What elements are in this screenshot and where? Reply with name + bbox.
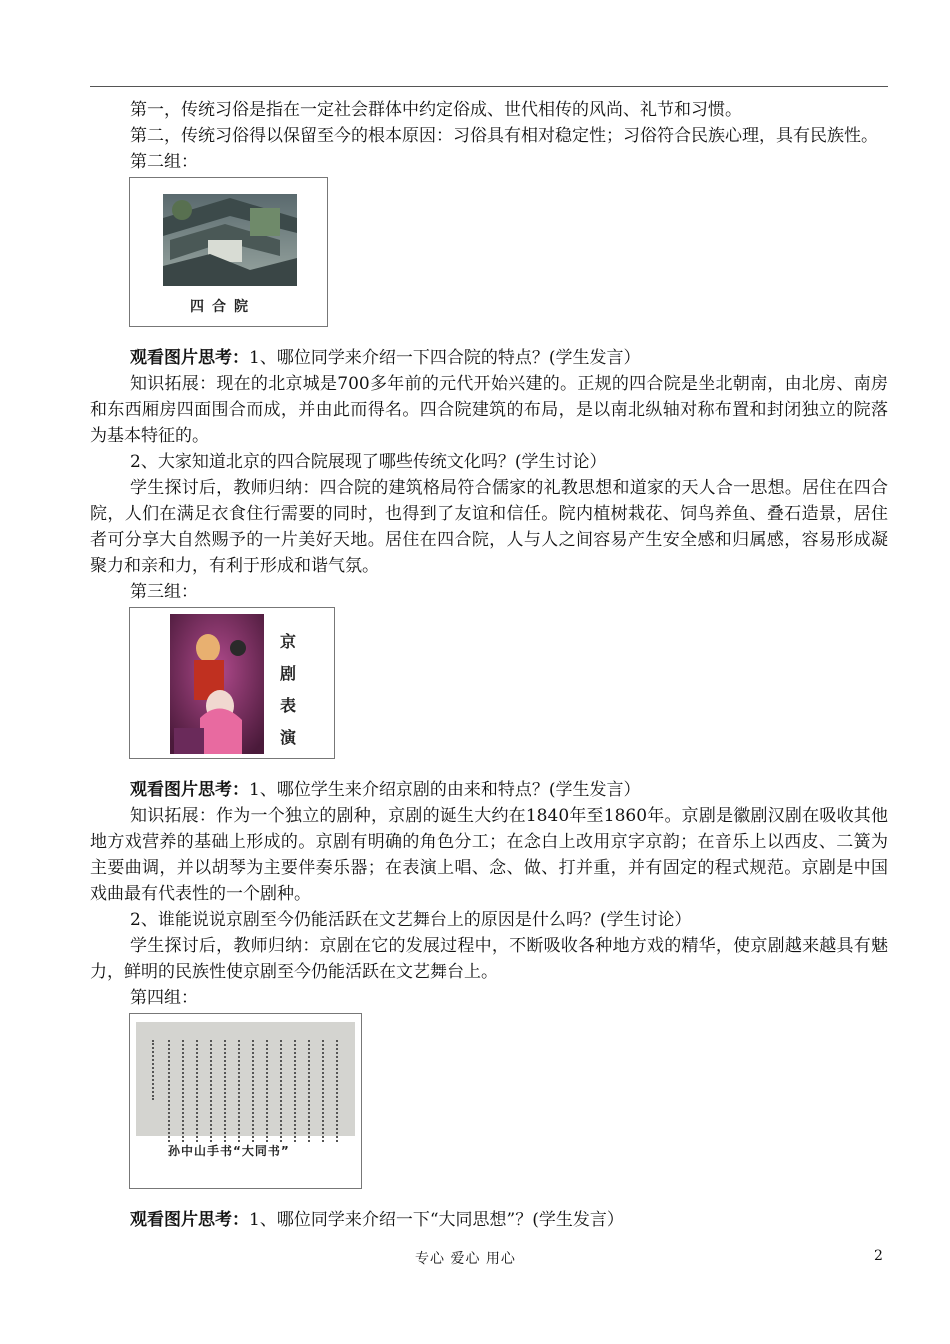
siheyuan-figure	[129, 177, 328, 327]
datong-figure	[129, 1013, 362, 1189]
group-three-label: 第三组：	[130, 582, 198, 602]
paragraph-custom-reason: 第二，传统习俗得以保留至今的根本原因：习俗具有相对稳定性；习俗符合民族心理，具有民族性。	[130, 126, 878, 146]
jingju-figure	[129, 607, 335, 759]
answer-jingju-vitality: 学生探讨后，教师归纳：京剧在它的发展过程中，不断吸收各种地方戏的精华，使京剧越来越具有魅力，鲜明的民族性使京剧至今仍能活跃在文艺舞台上。	[90, 936, 888, 982]
document-body	[90, 97, 888, 1233]
question-siheyuan-features	[90, 345, 888, 371]
page-number: 2	[874, 1248, 883, 1264]
header-rule	[90, 86, 888, 87]
question-lead: 观看图片思考：	[130, 1210, 249, 1230]
paragraph-custom-definition: 第一，传统习俗是指在一定社会群体中约定俗成、世代相传的风尚、礼节和习惯。	[130, 100, 742, 120]
group-four-label: 第四组：	[130, 988, 198, 1008]
knowledge-siheyuan: 知识拓展：现在的北京城是700多年前的元代开始兴建的。正规的四合院是坐北朝南，由北房、南房和东西厢房四面围合而成，并由此而得名。四合院建筑的布局，是以南北纵轴对称布置和封闭独立的院落为基本特征的。	[90, 374, 888, 446]
jingju-caption: 京剧表演	[280, 632, 297, 747]
datong-caption: 孙中山手书“大同书”	[168, 1144, 290, 1158]
question-lead: 观看图片思考：	[130, 780, 249, 800]
calligraphy-scroll	[136, 1022, 355, 1136]
question-text: 1、哪位同学来介绍一下四合院的特点？(学生发言）	[249, 348, 641, 368]
question-datong	[90, 1207, 888, 1233]
knowledge-jingju: 知识拓展：作为一个独立的剧种，京剧的诞生大约在1840年至1860年。京剧是徽剧汉剧在吸收其他地方戏营养的基础上形成的。京剧有明确的角色分工；在念白上改用京字京韵；在音乐上以西皮、二簧为主要曲调，并以胡琴为主要伴奏乐器；在表演上唱、念、做、打并重，并有固定的程式规范。京剧是中国戏曲最有代表性的一个剧种。	[90, 806, 888, 904]
question-text: 1、哪位学生来介绍京剧的由来和特点？(学生发言）	[249, 780, 641, 800]
question-jingju-vitality: 2、谁能说说京剧至今仍能活跃在文艺舞台上的原因是什么吗？(学生讨论）	[130, 910, 692, 930]
question-text: 1、哪位同学来介绍一下“大同思想”？(学生发言）	[249, 1210, 624, 1230]
question-siheyuan-culture: 2、大家知道北京的四合院展现了哪些传统文化吗？(学生讨论）	[130, 452, 607, 472]
question-jingju-origin	[90, 777, 888, 803]
answer-siheyuan-culture: 学生探讨后，教师归纳：四合院的建筑格局符合儒家的礼教思想和道家的天人合一思想。居住在四合院，人们在满足衣食住行需要的同时，也得到了友谊和信任。院内植树栽花、饲鸟养鱼、叠石造景，居住者可分享大自然赐予的一片美好天地。居住在四合院，人与人之间容易产生安全感和归属感，容易形成凝聚力和亲和力，有利于形成和谐气氛。	[90, 478, 888, 576]
question-lead: 观看图片思考：	[130, 348, 249, 368]
siheyuan-caption: 四合院	[190, 299, 256, 315]
group-two-label: 第二组：	[130, 152, 198, 172]
footer-motto: 专心 爱心 用心	[415, 1251, 516, 1267]
